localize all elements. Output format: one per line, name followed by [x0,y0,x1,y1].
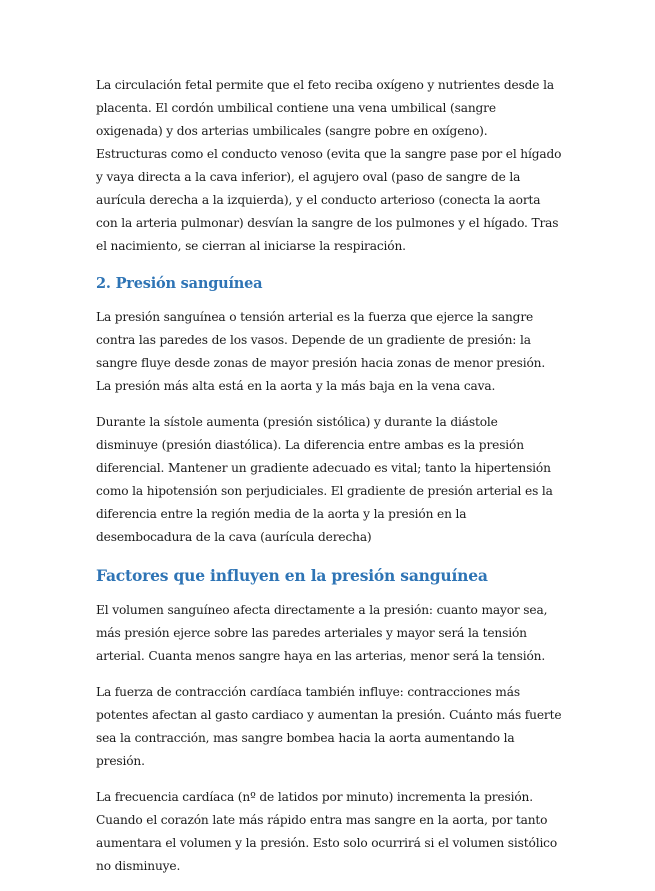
paragraph-fetal-circulation: La circulación fetal permite que el feto reciba oxígeno y nutrientes desde la placenta. El cordón umbilical contiene una vena umbilical (sangre oxigenada) y dos arterias umbilicales (sangre pobre en oxígeno). Estructuras como el conducto venoso (evita que la sangre pase por el hígado y vaya directa a la cava inferior), el agujero oval (paso de sangre de la aurícula derecha a la izquierda), y el conducto arterioso (conecta la aorta con la arteria pulmonar) desvían la sangre de los pulmones y el hígado. Tras el nacimiento, se cierran al iniciarse la respiración. [96,78,562,253]
heading-pressure-factors: Factores que influyen en la presión sanguínea [96,566,488,585]
paragraph-factor-heart-rate: La frecuencia cardíaca (nº de latidos por minuto) incrementa la presión. Cuando el corazón late más rápido entra mas sangre en la aorta, por tanto aumentara el volumen y la presión. Esto solo ocurrirá si el volumen sistólico no disminuye. [96,790,558,873]
paragraph-pressure-definition: La presión sanguínea o tensión arterial es la fuerza que ejerce la sangre contra las paredes de los vasos. Depende de un gradiente de presión: la sangre fluye desde zonas de mayor presión hacia zonas de menor presión. La presión más alta está en la aorta y la más baja en la vena cava. [96,310,546,393]
paragraph-factor-volume: El volumen sanguíneo afecta directamente a la presión: cuanto mayor sea, más presión ejerce sobre las paredes arteriales y mayor será la tensión arterial. Cuanta menos sangre haya en las arterias, menor será la tensión. [96,603,548,663]
document-body [96,74,562,891]
heading-blood-pressure: 2. Presión sanguínea [96,275,263,292]
paragraph-pressure-systole-diastole: Durante la sístole aumenta (presión sistólica) y durante la diástole disminuye (presión diastólica). La diferencia entre ambas es la presión diferencial. Mantener un gradiente adecuado es vital; tanto la hipertensión como la hipotensión son perjudiciales. El gradiente de presión arterial es la diferencia entre la región media de la aorta y la presión en la desembocadura de la cava (aurícula derecha) [96,415,553,544]
paragraph-factor-contraction: La fuerza de contracción cardíaca también influye: contracciones más potentes afectan al gasto cardiaco y aumentan la presión. Cuánto más fuerte sea la contracción, mas sangre bombea hacia la aorta aumentando la presión. [96,685,562,768]
